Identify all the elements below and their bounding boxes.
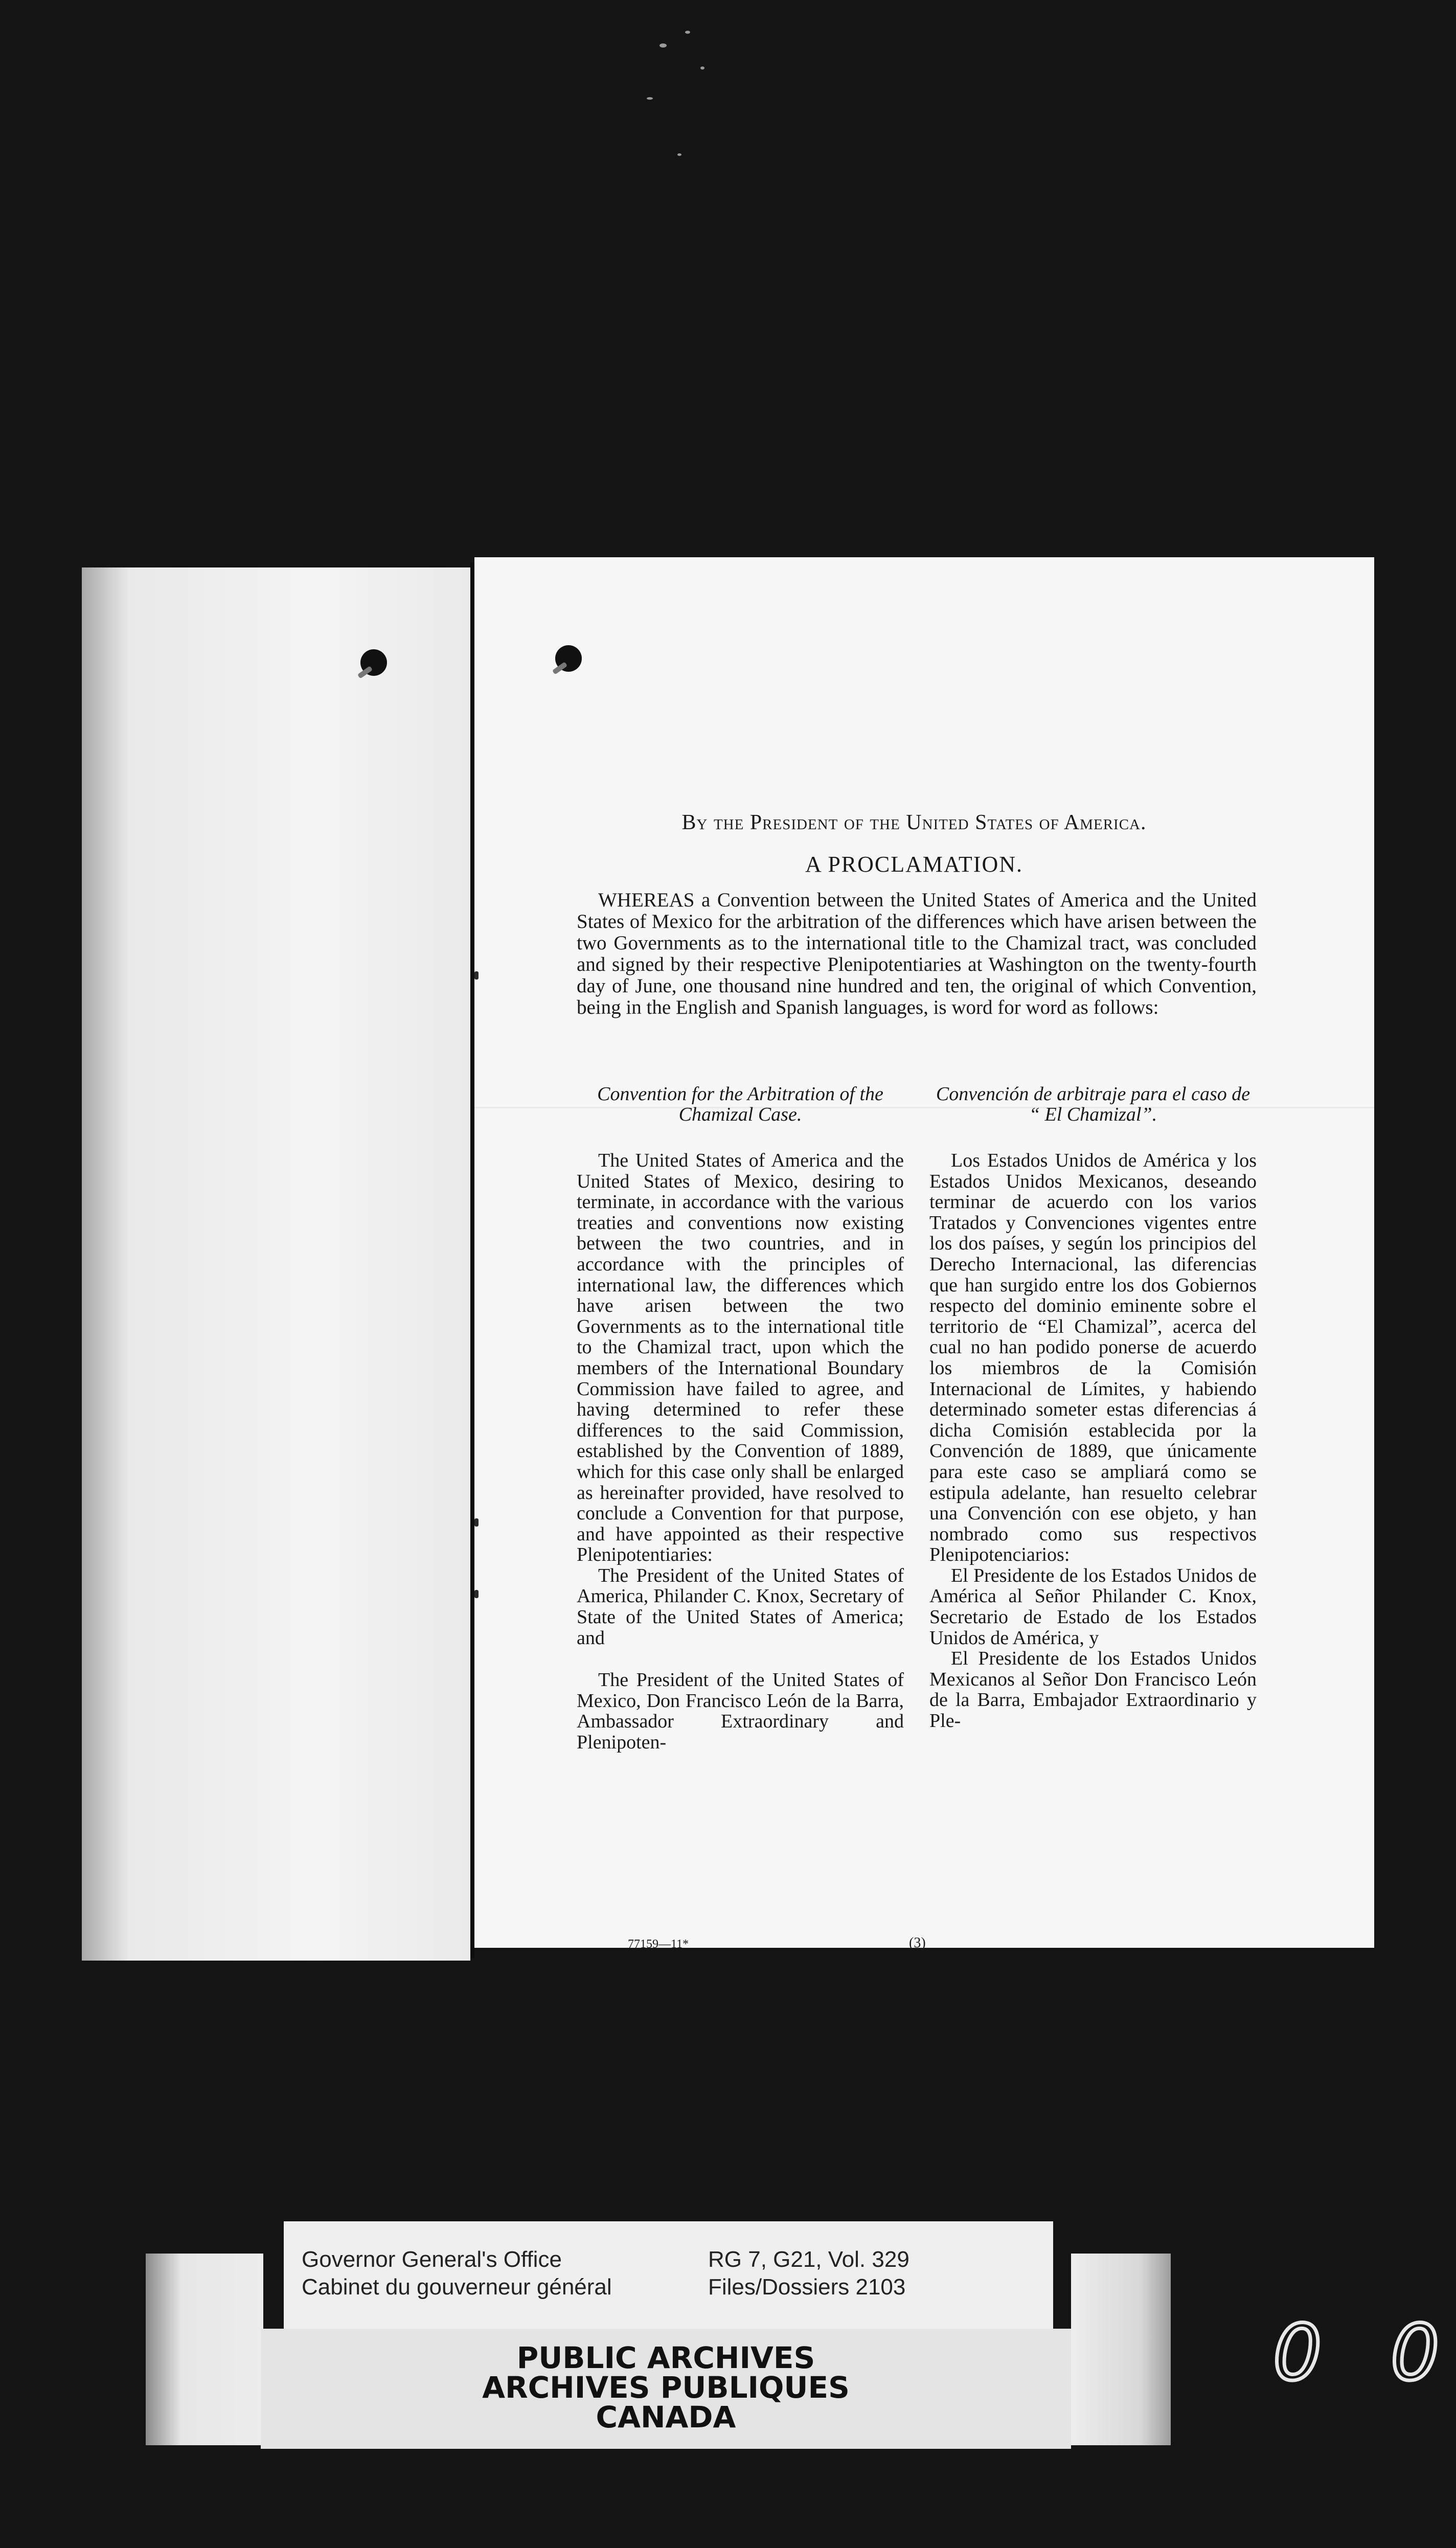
punch-hole: [555, 645, 582, 672]
label-office-en: Governor General's Office: [302, 2247, 562, 2272]
archives-line-country: CANADA: [596, 2400, 736, 2435]
archives-title: [261, 2340, 1071, 2435]
english-paragraph: The United States of America and the United States of Mexico, desiring to terminate, in accordance with the various treaties and conventions now existing between the two countries, and in accordance with the principles of international law, the differences which have arisen between the two Governments as to the international title to the Chamizal tract, upon which the members of the International Boundary Commission have failed to agree, and having determined to refer these differences to the said Commission, established by the Convention of 1889, which for this case only shall be enlarged as hereinafter provided, have resolved to conclude a Convention for that purpose, and have appointed as their respective Plenipotentiaries:: [577, 1150, 904, 1566]
intro-paragraph: WHEREAS a Convention between the United States of America and the United States of Mexico for the arbitration of the differences which have arisen between the two Governments as to the international title to the Chamizal tract, was concluded and signed by their respective Plenipotentiaries at Washington on the twenty-fourth day of June, one thousand nine hundred and ten, the original of which Convention, being in the English and Spanish languages, is word for word as follows:: [577, 889, 1257, 1018]
label-reference: RG 7, G21, Vol. 329: [708, 2247, 909, 2272]
frame-counter-digit: 0: [1391, 2309, 1440, 2398]
spanish-column: [929, 1150, 1257, 1732]
film-speck: [647, 97, 653, 100]
label-files: Files/Dossiers 2103: [708, 2274, 906, 2300]
spanish-paragraph: El Presidente de los Estados Unidos Mexicanos al Señor Don Francisco León de la Barra, Embajador Extraordinario y Ple-: [929, 1648, 1257, 1732]
english-paragraph: The President of the United States of Mexico, Don Francisco León de la Barra, Ambassador Extraordinary and Plenipoten-: [577, 1669, 904, 1754]
binding-mark: [474, 971, 479, 980]
binding-mark: [474, 1590, 479, 1598]
film-speck: [659, 43, 667, 48]
heading-proclamation: A PROCLAMATION.: [805, 852, 1023, 877]
archives-banner: [261, 2329, 1071, 2449]
english-paragraph: The President of the United States of America, Philander C. Knox, Secretary of State of the United States of America; and: [577, 1564, 904, 1649]
heading-president: By the President of the United States of America.: [681, 811, 1147, 834]
film-speck: [685, 31, 690, 34]
document-page: [474, 557, 1374, 1951]
spanish-paragraph: El Presidente de los Estados Unidos de América al Señor Philander C. Knox, Secretario de Estado de los Estados Unidos de América, y: [929, 1564, 1257, 1649]
english-title: Convention for the Arbitration of the Chamizal Case.: [597, 1083, 883, 1125]
left-page: [82, 567, 470, 1961]
page-divider: [470, 562, 474, 1958]
film-speck: [700, 66, 704, 70]
film-speck: [677, 153, 681, 156]
print-code: 77159—11*: [628, 1938, 689, 1951]
archives-line-fr: ARCHIVES PUBLIQUES: [482, 2370, 850, 2405]
card-stub-right: [1071, 2254, 1171, 2445]
binding-mark: [474, 1518, 479, 1527]
punch-hole: [360, 649, 387, 676]
label-office-fr: Cabinet du gouverneur général: [302, 2274, 612, 2300]
frame-counter-digit: 0: [1273, 2309, 1322, 2398]
page-number: (3): [909, 1935, 926, 1951]
spanish-title: Convención de arbitraje para el caso de “ El Chamizal”.: [936, 1083, 1250, 1125]
spanish-paragraph: Los Estados Unidos de América y los Estados Unidos Mexicanos, deseando terminar de acuerdo con los varios Tratados y Convenciones vigentes entre los dos países, y según los principios del Derecho Internacional, las diferencias que han surgido entre los dos Gobiernos respecto del dominio eminente sobre el territorio de “El Chamizal”, acerca del cual no han podido ponerse de acuerdo los miembros de la Comisión Internacional de Límites, y habiendo determinado someter estas diferencias á dicha Comisión establecida por la Convención de 1889, que únicamente para este caso se ampliará como se estipula adelante, han resuelto celebrar una Convención con ese objeto, y han nombrado como sus respectivos Plenipotenciarios:: [929, 1150, 1257, 1566]
archives-line-en: PUBLIC ARCHIVES: [516, 2340, 815, 2375]
card-stub-left: [146, 2254, 263, 2445]
english-column: [577, 1150, 904, 1753]
